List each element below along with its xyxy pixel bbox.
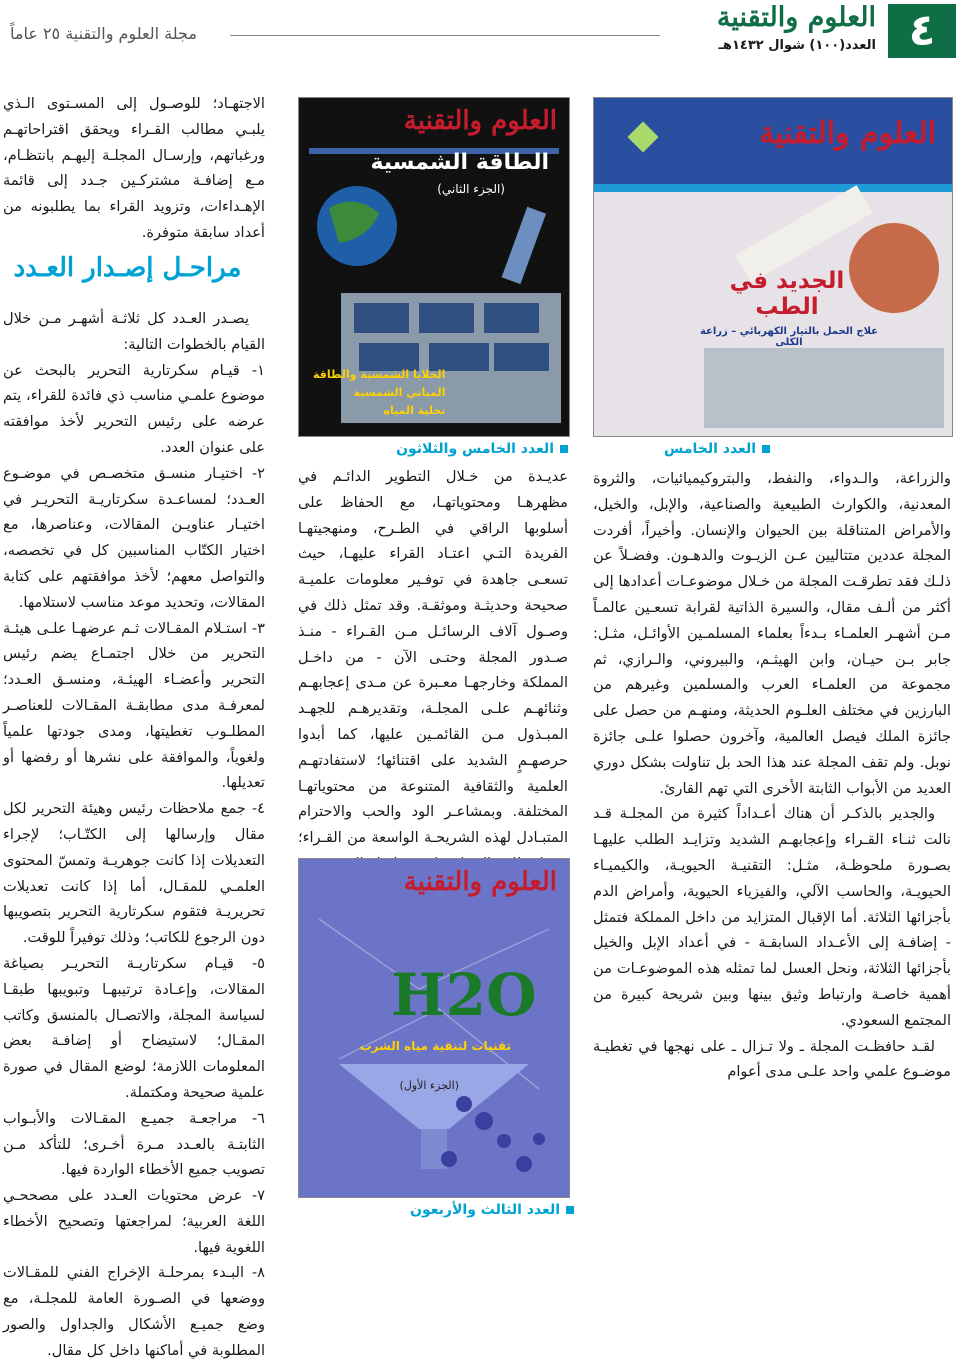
cover-title: الطاقة الشمسية bbox=[370, 150, 549, 175]
middle-paragraph: عديـدة من خـلال التطوير الدائـم في مظهرهـا ومحتوياتهـا، مع الحفاظ على أسلوبها الراقي في الطـرح، ومنهجيتهـا الفريدة التـي اعتـاد القراء عليهـا، حيث تسعـى جاهدة في توفـير معلومات علميـة صحيحة وحديثـة وموثقـة. وقد تمثل ذلك في وصـول آلاف الرسائـل مـن القـراء - منـذ صـدور المجلة وحتـى الآن - من داخـل المملكة وخارجهـا معـبرة عن مـدى إعجابهـم وثنائهـم علـى المجلـة، وتقديرهـم للجهـد المبـذول مـن القائمـين عليها، كما أبدوا حرصهـمٍ الشديد على اقتنائها؛ لاستفادتهـم العلمية والثقافية المتنوعة من محتوياتهـا المختلفة. وبمشاعـر الود والحب والاحترام المتبـادل لهذه الشريحـة الواسعة من القـراء؛ bbox=[298, 468, 568, 847]
step-item: ١- قيـام سكرتارية التحرير بالبحث عن موضوع علمـي مناسب ذي فائدة للقراء، يتم عرضه على رئيس التحرير لأخذ موافقته على عنوان العدد. bbox=[3, 361, 265, 456]
steps-lead: يصـدر العـدد كل ثلاثـة أشهـر مـن خلال القيام بالخطوات التالية: bbox=[3, 310, 265, 353]
column-middle bbox=[298, 464, 568, 877]
caption-text: العدد الخامس bbox=[664, 441, 756, 457]
right-paragraph: لقـد حافظـت المجلة ـ ولا تـزال ـ على نهجها في تغطيـة موضـوع علمي واحد علـى مدى أعوام bbox=[593, 1037, 951, 1081]
cover-title-line: الجديد في bbox=[729, 268, 845, 294]
step-item: ٧- عرض محتويات العـدد على مصححـي اللغة العربية؛ لمراجعتها وتصحيح الأخطاء اللغوية فيها. bbox=[3, 1187, 265, 1256]
caption-issue-43 bbox=[410, 1202, 574, 1218]
caption-marker-icon bbox=[560, 445, 568, 453]
caption-issue-35 bbox=[396, 441, 568, 457]
cover-part: (الجزء الأول) bbox=[399, 1079, 459, 1092]
cover-part: (الجزء الثاني) bbox=[437, 182, 505, 196]
caption-marker-icon bbox=[762, 445, 770, 453]
caption-text: العدد الخامس والثلاثون bbox=[396, 441, 554, 457]
cover-masthead: العلوم والتقنية bbox=[403, 106, 557, 136]
cover-title bbox=[712, 268, 862, 320]
cover-title: H2O bbox=[391, 961, 537, 1029]
step-item: ٦- مراجعـة جميـع المقـالات والأبـواب الثابتـة بالعـدد مـرة أخـرى؛ للتأكد مـن تصويب جميع الأخطاء الواردة فيها. bbox=[3, 1109, 265, 1179]
caption-text: العدد الثالث والأربعون bbox=[410, 1202, 560, 1218]
cover-issue-43 bbox=[298, 858, 570, 1198]
caption-marker-icon bbox=[566, 1206, 574, 1214]
caption-issue-5 bbox=[664, 441, 770, 457]
step-item: ٨- البـدء بمرحلـة الإخراج الفني للمقـالات ووضعها في الصـورة العامة للمجلـة، مع وضع جميـع الأشكال والجداول والصور المطلوبة في أماكنها داخل كل مقال. bbox=[3, 1264, 265, 1359]
header-divider bbox=[230, 35, 660, 36]
step-item: ٣- استـلام المقـالات ثـم عرضهـا علـى هيئـة التحرير من خلال اجتمـاع يضم رئيس التحرير وأعضـاء الهيئـة، ومنسـق العـدد؛ لمعرفـة مدى مطابقـة المقـالات للعناصـر المطلـوب تغطيتها، ومدى جودتها علمياً ولغوياً، والموافقة على نشرها أو رفضها أو تعديلها. bbox=[3, 619, 265, 792]
intro-paragraph: الاجتهـاد؛ للوصـول إلى المسـتوى الـذي يلبـي مطالب القـراء ويحقق اقتراحاتهـم ورغباتهم، وإرسـال المجلـة إليهـم بانتظـام، مـع إضافـة مشتركـين جـدد إلى قائمة الإهـداءات، وتزويد القراء بما يطلبونه من أعداد سابقة متوفرة. bbox=[3, 95, 265, 241]
cover-bullets bbox=[313, 366, 445, 420]
cover-subtitle: علاج الحمل بالتيار الكهربائي – زراعة الكلى bbox=[699, 326, 879, 348]
section-heading: مراحـل إصـدار العـدد bbox=[13, 253, 242, 283]
steps-column bbox=[3, 306, 265, 1364]
step-item: ٥- قيـام سكرتاريـة التحريـر بصياغة المقالات، وإعـادة ترتيبهـا وتبويبها طبقـا لسياسة المجلة، والاتصـال بالمنسق وكاتب المقـال؛ لاستيضاح أو إضافـة بعض المعلومات اللازمة؛ لوضع المقال في صورة علمية صحيحة ومكتملة. bbox=[3, 954, 265, 1101]
issue-info: العدد(١٠٠) شوال ١٤٣٢هـ bbox=[718, 38, 876, 53]
medical-artwork bbox=[594, 98, 952, 436]
magazine-line: مجلة العلوم والتقنية ٢٥ عاماً bbox=[10, 24, 197, 43]
step-item: ٤- جمع ملاحظات رئيس وهيئة التحرير لكل مقال وإرسالها إلى الكتّـاب؛ لإجراء التعديلات إذا كانت جوهريـة وتمسّ المحتوى العلمـي للمقـال، أما إذا كانت تعديلات تحريريـة فتقوم سكرتارية التحرير بتصويبها دون الرجوع للكاتب؛ وذلك توفيراً للوقت. bbox=[3, 800, 265, 947]
cover-bullet: الخلايا الشمسية والطاقة bbox=[313, 368, 446, 381]
cover-subtitle: تقنيات لتنقية مياه الشرب bbox=[359, 1039, 511, 1053]
cover-bullet: تحلية المياه bbox=[383, 404, 446, 417]
step-item: ٢- اختيـار منسـق متخصـص في موضـوع العـدد؛ لمساعـدة سكرتاريـة التحريـر في اختيـار عناويـن المقالات، وعناصرها، مع اختيار الكتّاب المناسبين كل في تخصصه، والتواصل معهم؛ لأخذ موافقتهم على كتابة المقالات، وتحديد موعد مناسب لاستلامها. bbox=[3, 464, 265, 611]
cover-masthead: العلوم والتقنية bbox=[403, 867, 557, 897]
cover-title-line: الطب bbox=[755, 294, 819, 320]
cover-issue-5 bbox=[593, 97, 953, 437]
cover-bullet: المباني الشمسية bbox=[353, 386, 446, 399]
column-right bbox=[593, 466, 951, 1085]
page-number: ٤ bbox=[888, 4, 956, 58]
cover-masthead: العلوم والتقنية bbox=[759, 116, 936, 151]
column-left bbox=[3, 91, 265, 246]
right-paragraph: والزراعة، والـدواء، والنفط، والبتروكيميائيات، والثروة المعدنية، والكوارث الطبيعية والصناعية، والإبل، والخيل، والأمراض المتناقلة بين الحيوان والإنسان. وأخيراً، أفردت المجلة عددين متتاليين عـن الزيـوت والدهـون. وفضـلاً عن ذلـك فقد تطرقـت المجلة من خـلال موضوعـات أعدادها إلى أكثر من ألـف مقال، والسيرة الذاتية لقرابة تسعـين عالمـاً مـن أشهـر العلمـاء بـدءاً بعلماء المسلمـين الأوائـل، مثـل: جابر بـن حيـان، وابن الهيثـم، والبيروني، والـرازي، ثم مجموعة من العلمـاء العرب والمسلمين وغيرهم من البارزين في مختلف العلـوم الحديثة، ومنهـم من حصل على جائزة الملك فيصل العالمية، وآخرون حصلوا علـى جائزة نوبل. ولم تقف المجلة عند هذا الحد بل تناولت بشكل دوري العديد من الأبواب الثابتة الأخرى التي تهم القارئ. bbox=[593, 470, 951, 797]
magazine-brand: العلوم والتقنية bbox=[716, 2, 876, 33]
right-paragraph: والجدير بالذكـر أن هناك أعـداداً كثيرة من المجلـة قـد نالت ثنـاء القـراء وإعجابهـم الشديد وتزايـد الطلب عليهـا بصـورة ملحوظـة، مثـل: التقنيـة الحيويـة، والكيميـاء الحيويـة، والحاسب الآلي، والفيزياء الحيوية، وأمراض الدم بأجزائها الثلاثة. أما الإقبال المتزايد من داخل المملكة فتمثل - إضافـة إلى الأعـداد السابقـة - في أعداد الإبل والخيل بأجزائها الثلاثة، ونحل العسل لما تمثله هذه الموضوعـات من أهمية خاصـة وارتباط وثيق بينها وبين شريحة كبيرة من المجتمع السعودي. bbox=[593, 805, 951, 1029]
cover-issue-35 bbox=[298, 97, 570, 437]
